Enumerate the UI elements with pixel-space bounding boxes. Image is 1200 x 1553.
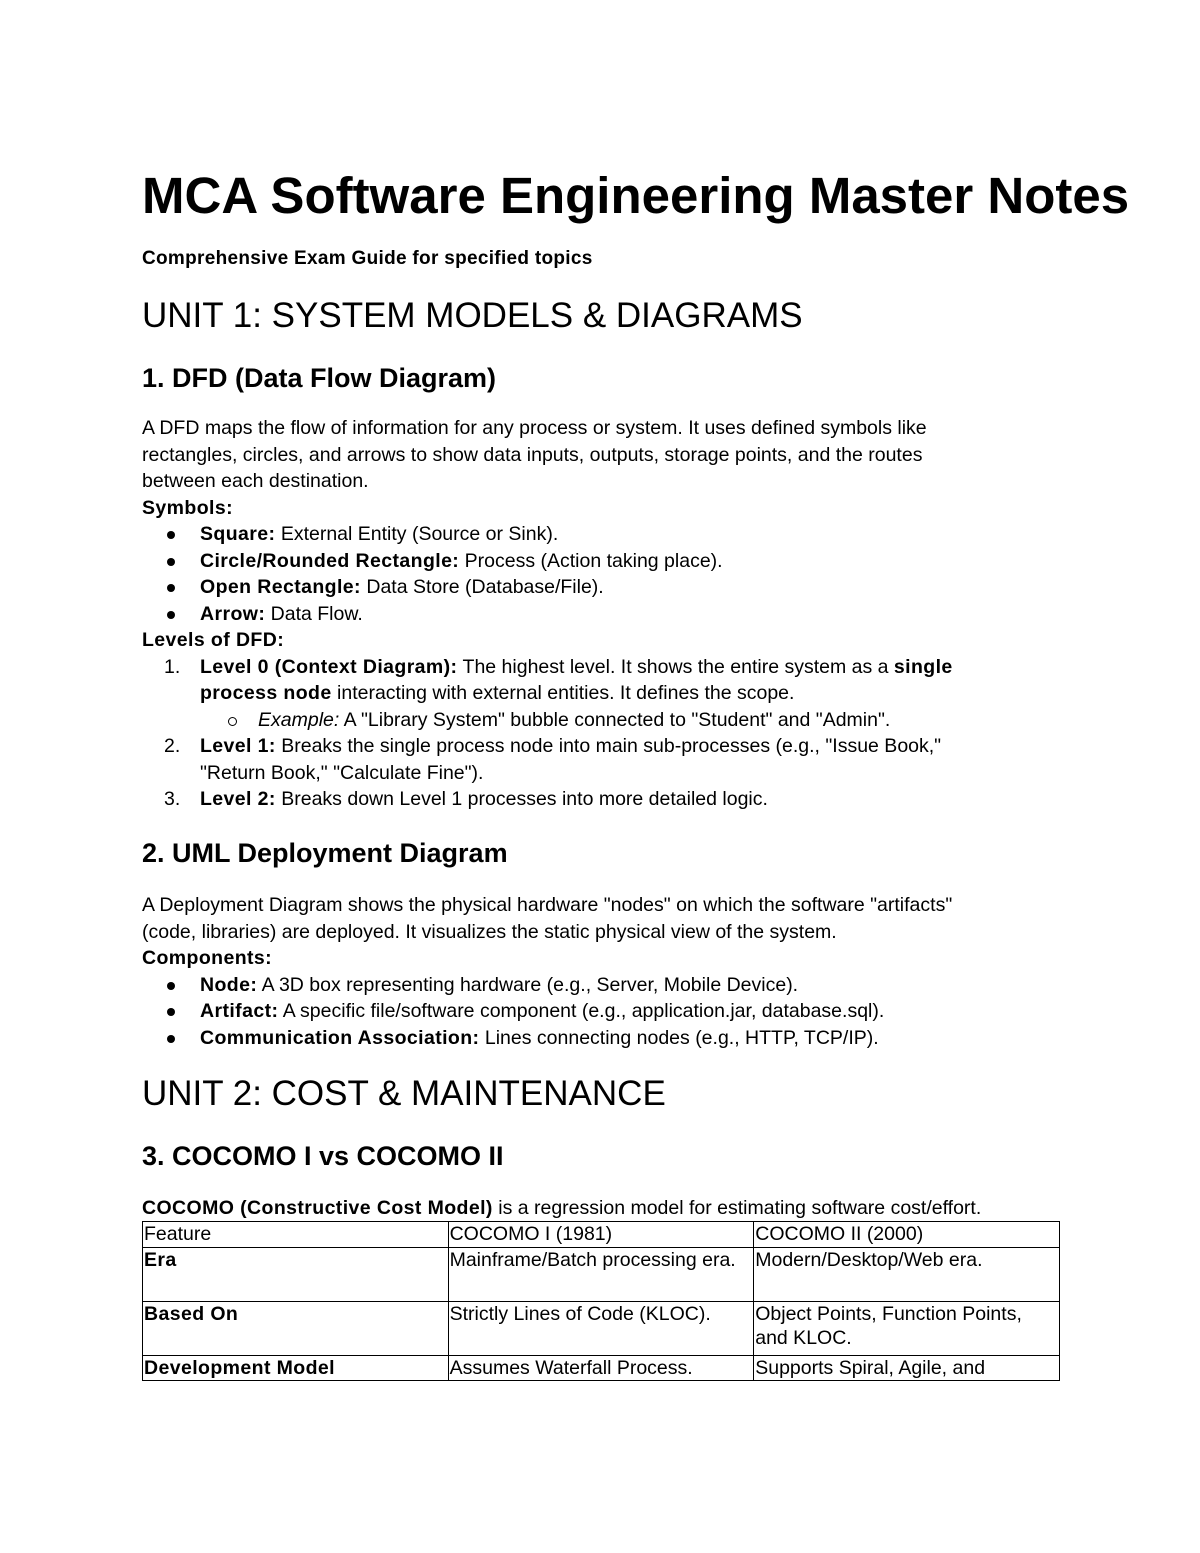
list-item (142, 998, 1062, 1025)
table-header-cell: Feature (143, 1222, 449, 1248)
table-header-cell: COCOMO I (1981) (448, 1222, 754, 1248)
table-cell: Modern/Desktop/Web era. (754, 1247, 1060, 1301)
cocomo-comparison-table (142, 1221, 1060, 1381)
table-header-cell: COCOMO II (2000) (754, 1222, 1060, 1248)
example-label: Example: (258, 708, 340, 731)
table-row (143, 1355, 1060, 1381)
feature-name: Development Model (144, 1356, 335, 1379)
level-term: Level 2: (200, 788, 276, 810)
feature-name: Based On (144, 1302, 239, 1325)
list-item (142, 733, 1062, 786)
deployment-heading: 2. UML Deployment Diagram (142, 838, 508, 868)
dfd-intro-line: rectangles, circles, and arrows to show data inputs, outputs, storage points, and the routes (142, 443, 923, 466)
example-item (142, 707, 1062, 734)
unit1-heading: UNIT 1: SYSTEM MODELS & DIAGRAMS (142, 296, 803, 335)
cocomo-intro-term: COCOMO (Constructive Cost Model) (142, 1197, 493, 1219)
component-term: Communication Association: (200, 1026, 480, 1049)
table-cell: Object Points, Function Points, and KLOC. (754, 1301, 1060, 1355)
deployment-section-body (142, 892, 1062, 1051)
table-cell (143, 1301, 449, 1355)
symbols-list (142, 521, 1062, 627)
level-emphasis: process node (200, 682, 332, 704)
table-cell: Mainframe/Batch processing era. (448, 1247, 754, 1301)
example-text: A "Library System" bubble connected to "Student" and "Admin". (339, 708, 891, 731)
table-cell (143, 1355, 449, 1381)
list-item (142, 574, 1062, 601)
symbols-label: Symbols: (142, 496, 233, 519)
list-number: 1. (164, 655, 181, 678)
component-term: Artifact: (200, 1000, 279, 1022)
component-desc: A specific file/software component (e.g., application.jar, database.sql). (278, 1000, 885, 1022)
level-desc: Breaks the single process node into main sub-processes (e.g., "Issue Book," (275, 735, 942, 757)
levels-label: Levels of DFD: (142, 629, 285, 651)
table-cell: Supports Spiral, Agile, and (754, 1355, 1060, 1381)
list-number: 2. (164, 735, 181, 757)
list-number: 3. (164, 788, 181, 810)
list-item (142, 654, 1062, 707)
level-desc: "Return Book," "Calculate Fine"). (200, 761, 484, 784)
deployment-intro-line: A Deployment Diagram shows the physical hardware "nodes" on which the software "artifacts" (142, 894, 953, 916)
table-cell: Strictly Lines of Code (KLOC). (448, 1301, 754, 1355)
list-item (142, 548, 1062, 575)
deployment-intro-line: (code, libraries) are deployed. It visualizes the static physical view of the system. (142, 920, 837, 943)
list-item (142, 786, 1062, 813)
symbol-desc: Data Store (Database/File). (360, 576, 604, 598)
symbol-term: Arrow: (200, 602, 266, 625)
dfd-heading: 1. DFD (Data Flow Diagram) (142, 363, 497, 393)
symbol-term: Circle/Rounded Rectangle: (200, 549, 460, 572)
page-title: MCA Software Engineering Master Notes (142, 167, 1130, 224)
list-item (142, 1025, 1062, 1052)
list-item (142, 601, 1062, 628)
symbol-term: Open Rectangle: (200, 576, 361, 598)
list-item (142, 521, 1062, 548)
table-row (143, 1301, 1060, 1355)
level-term: Level 1: (200, 735, 276, 757)
level-term: Level 0 (Context Diagram): (200, 655, 458, 678)
symbol-desc: External Entity (Source or Sink). (275, 523, 559, 545)
level-emphasis: single (893, 655, 953, 678)
components-label: Components: (142, 947, 273, 969)
table-cell (143, 1247, 449, 1301)
cocomo-intro (142, 1195, 1062, 1222)
symbol-desc: Data Flow. (265, 602, 363, 625)
unit2-heading: UNIT 2: COST & MAINTENANCE (142, 1074, 666, 1113)
level-desc: The highest level. It shows the entire system as a (457, 655, 894, 678)
components-list (142, 972, 1062, 1052)
component-term: Node: (200, 973, 258, 996)
dfd-section-body (142, 415, 1062, 813)
symbol-desc: Process (Action taking place). (459, 549, 723, 572)
dfd-intro-line: A DFD maps the flow of information for any process or system. It uses defined symbols like (142, 417, 927, 439)
level-desc: interacting with external entities. It defines the scope. (331, 682, 795, 704)
table-row (143, 1247, 1060, 1301)
cocomo-intro-text: is a regression model for estimating software cost/effort. (492, 1197, 982, 1219)
symbol-term: Square: (200, 523, 276, 545)
page-subtitle: Comprehensive Exam Guide for specified topics (142, 248, 593, 269)
table-header-row (143, 1222, 1060, 1248)
component-desc: A 3D box representing hardware (e.g., Server, Mobile Device). (257, 973, 799, 996)
cocomo-heading: 3. COCOMO I vs COCOMO II (142, 1141, 504, 1171)
level-desc: Breaks down Level 1 processes into more detailed logic. (275, 788, 768, 810)
levels-list (142, 654, 1062, 813)
table-cell: Assumes Waterfall Process. (448, 1355, 754, 1381)
list-item (142, 972, 1062, 999)
component-desc: Lines connecting nodes (e.g., HTTP, TCP/IP). (479, 1026, 879, 1049)
feature-name: Era (144, 1248, 177, 1271)
dfd-intro-line: between each destination. (142, 470, 369, 492)
